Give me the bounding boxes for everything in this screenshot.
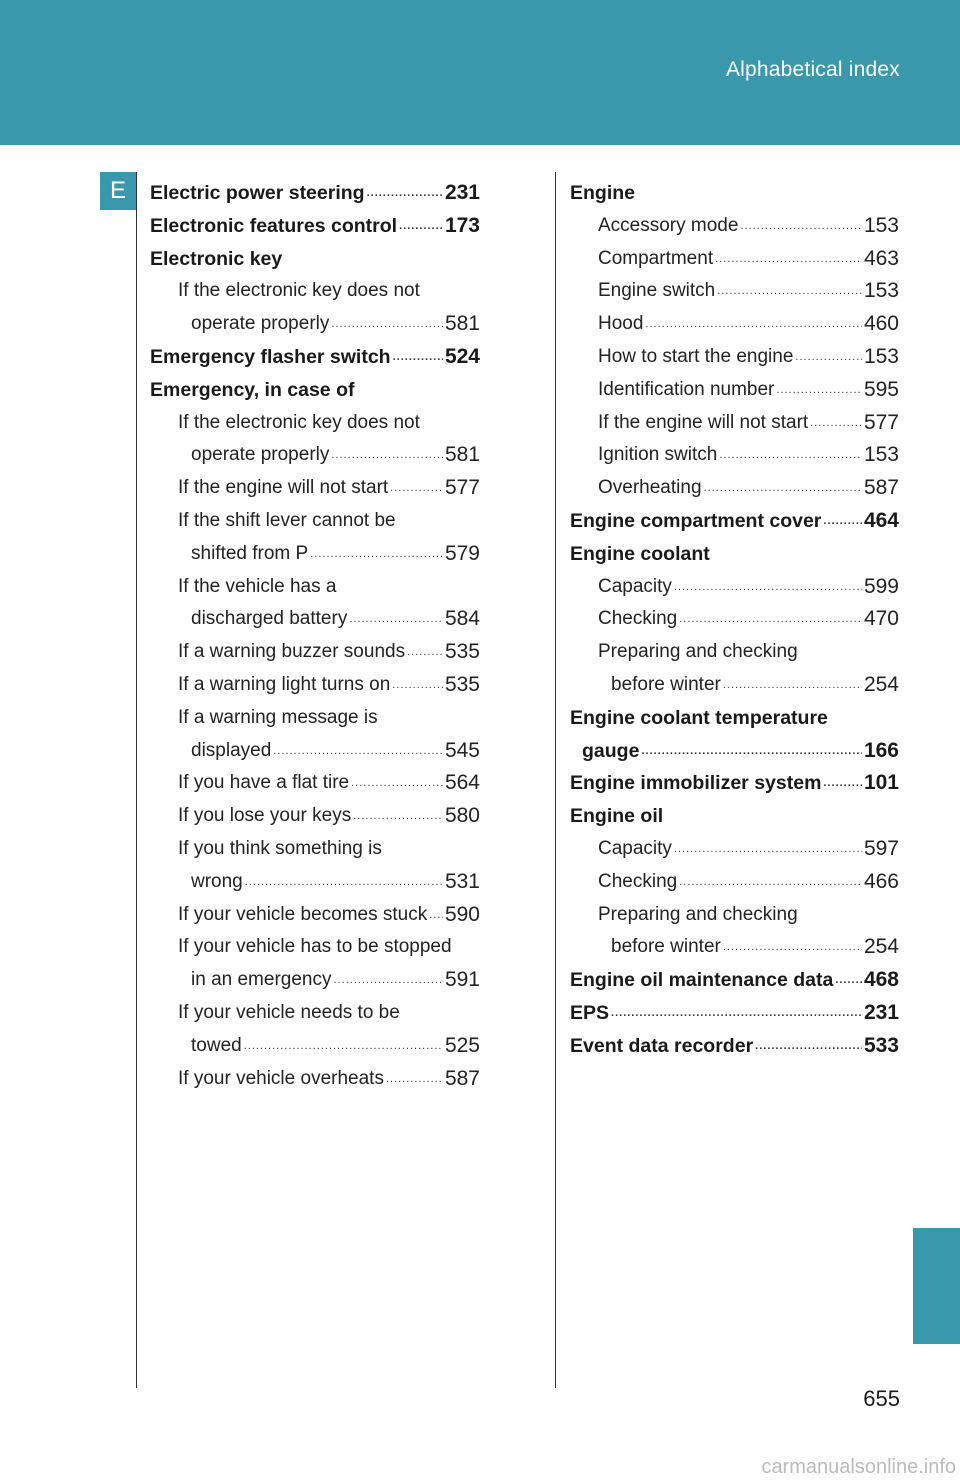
- index-entry: [570, 866, 899, 899]
- running-header-title: Alphabetical index: [725, 58, 900, 81]
- index-entry-term: discharged battery: [191, 608, 348, 630]
- dot-leader: [333, 964, 442, 997]
- index-entry-term: If a warning message is: [178, 706, 378, 728]
- dot-leader: [244, 1030, 443, 1063]
- index-entry-page: 254: [863, 935, 899, 959]
- index-entry-term: If the electronic key does not: [178, 280, 420, 302]
- index-entry: [570, 341, 899, 374]
- index-entry-page: 460: [863, 312, 899, 336]
- index-entry: [150, 899, 480, 932]
- index-entry: [150, 800, 480, 833]
- index-entry: [150, 472, 480, 505]
- dot-leader: [717, 275, 862, 308]
- dot-leader: [611, 997, 862, 1030]
- index-entry: [150, 931, 480, 964]
- header-band: [0, 0, 960, 145]
- index-entry: [150, 767, 480, 800]
- dot-leader: [719, 439, 862, 472]
- index-entry: [570, 1030, 899, 1063]
- left-column-rule: [136, 172, 137, 1388]
- dot-leader: [674, 833, 862, 866]
- index-entry-page: 531: [444, 869, 480, 893]
- index-entry-term: Ignition switch: [598, 444, 718, 466]
- index-entry-page: 587: [863, 476, 899, 500]
- index-entry: [570, 800, 899, 833]
- dot-leader: [407, 636, 443, 669]
- index-entry-page: 579: [444, 541, 480, 565]
- index-entry: [570, 308, 899, 341]
- index-entry: [570, 636, 899, 669]
- dot-leader: [393, 341, 443, 374]
- index-entry-term: Emergency, in case of: [150, 378, 355, 401]
- index-entry: [570, 571, 899, 604]
- index-entry-term: Engine coolant temperature: [570, 706, 828, 729]
- index-entry-page: 580: [444, 804, 480, 828]
- index-entry-term: operate properly: [191, 444, 330, 466]
- index-entry: [150, 866, 480, 899]
- index-entry-term: Engine: [570, 182, 636, 204]
- side-thumb-tab: [913, 1228, 960, 1344]
- index-entry-page: 153: [863, 443, 899, 467]
- index-entry-term: towed: [191, 1034, 242, 1056]
- index-entry-page: 577: [444, 476, 480, 500]
- index-entry: [150, 439, 480, 472]
- index-entry-page: 597: [863, 836, 899, 860]
- dot-leader: [823, 767, 862, 800]
- dot-leader: [390, 472, 443, 505]
- index-entry-page: 587: [444, 1066, 480, 1090]
- index-entry: [570, 767, 899, 800]
- index-entry-page: 524: [444, 344, 480, 368]
- dot-leader: [331, 439, 443, 472]
- index-entry: [150, 997, 480, 1030]
- index-entry-term: Capacity: [598, 837, 672, 859]
- index-entry-term: Capacity: [598, 575, 672, 597]
- dot-leader: [723, 931, 862, 964]
- index-entry-page: 535: [444, 640, 480, 664]
- dot-leader: [331, 308, 443, 341]
- index-entry-term: Engine oil maintenance data: [570, 969, 834, 992]
- index-entry-page: 463: [863, 246, 899, 270]
- index-entry-page: 525: [444, 1033, 480, 1057]
- index-entry: [150, 1063, 480, 1096]
- index-entry-page: 231: [444, 181, 480, 204]
- dot-leader: [353, 800, 443, 833]
- dot-leader: [641, 735, 862, 768]
- index-entry: [150, 1030, 480, 1063]
- index-entry-term: If the shift lever cannot be: [178, 509, 396, 531]
- index-entry: [150, 308, 480, 341]
- index-entry-term: Compartment: [598, 247, 714, 269]
- index-entry-term: Electric power steering: [150, 182, 365, 204]
- index-entry-page: 101: [863, 771, 899, 795]
- index-entry-term: How to start the engine: [598, 345, 794, 367]
- index-entry-term: Electronic features control: [150, 214, 398, 237]
- index-entry-page: 254: [863, 672, 899, 696]
- index-entry-term: Checking: [598, 870, 678, 892]
- index-entry-page: 153: [863, 279, 899, 303]
- index-entry-page: 466: [863, 869, 899, 893]
- index-entry: [150, 210, 480, 243]
- index-entry: [150, 341, 480, 374]
- index-entry: [570, 407, 899, 440]
- dot-leader: [367, 177, 443, 210]
- index-entry-term: If you lose your keys: [178, 805, 352, 827]
- index-entry-page: 153: [863, 344, 899, 368]
- index-entry-term: If your vehicle becomes stuck: [178, 903, 428, 925]
- dot-leader: [351, 767, 443, 800]
- index-entry: [570, 669, 899, 702]
- index-column-right: [570, 177, 899, 1063]
- dot-leader: [310, 538, 443, 571]
- dot-leader: [715, 243, 862, 276]
- index-entry: [150, 407, 480, 440]
- index-entry: [150, 177, 480, 210]
- index-entry-page: 153: [863, 213, 899, 237]
- index-entry: [150, 603, 480, 636]
- index-entry-term: Emergency flasher switch: [150, 345, 391, 368]
- index-entry-term: If a warning buzzer sounds: [178, 641, 406, 663]
- index-entry-term: Identification number: [598, 378, 775, 400]
- index-entry-term: before winter: [611, 936, 721, 958]
- index-entry: [150, 669, 480, 702]
- index-entry-term: Engine immobilizer system: [570, 772, 822, 795]
- index-entry-page: 535: [444, 672, 480, 696]
- index-entry: [570, 505, 899, 538]
- dot-leader: [349, 603, 443, 636]
- index-entry-term: Engine coolant: [570, 542, 710, 565]
- index-entry: [570, 735, 899, 768]
- section-letter-tab: E: [100, 172, 136, 210]
- index-entry-page: 533: [863, 1033, 899, 1057]
- dot-leader: [392, 669, 443, 702]
- index-entry-term: Preparing and checking: [598, 903, 798, 925]
- index-entry-page: 468: [863, 968, 899, 992]
- column-divider: [555, 172, 556, 1388]
- index-entry-term: If your vehicle needs to be: [178, 1001, 400, 1023]
- index-entry-term: If you think something is: [178, 837, 382, 859]
- index-entry: [570, 899, 899, 932]
- index-entry-page: 166: [863, 738, 899, 762]
- index-entry: [150, 243, 480, 276]
- index-entry-term: If your vehicle has to be stopped: [178, 936, 452, 958]
- index-entry-page: 564: [444, 771, 480, 795]
- index-entry-term: Engine oil: [570, 805, 664, 828]
- dot-leader: [755, 1030, 862, 1063]
- dot-leader: [704, 472, 862, 505]
- dot-leader: [429, 899, 443, 932]
- index-entry: [570, 833, 899, 866]
- index-entry-term: EPS: [570, 1001, 610, 1024]
- index-entry: [570, 997, 899, 1030]
- index-entry-term: If your vehicle overheats: [178, 1067, 384, 1089]
- index-entry: [570, 439, 899, 472]
- index-entry-page: 545: [444, 738, 480, 762]
- index-entry-term: Event data recorder: [570, 1034, 754, 1057]
- index-entry-term: If the electronic key does not: [178, 411, 420, 433]
- index-entry-term: Electronic key: [150, 247, 283, 270]
- dot-leader: [386, 1063, 443, 1096]
- index-entry-page: 577: [863, 410, 899, 434]
- footer-watermark: carmanualsonline.info: [761, 1456, 956, 1478]
- dot-leader: [810, 407, 862, 440]
- dot-leader: [795, 341, 862, 374]
- index-entry: [570, 538, 899, 571]
- index-entry-term: Accessory mode: [598, 214, 739, 236]
- index-entry-page: 581: [444, 443, 480, 467]
- index-entry-term: If a warning light turns on: [178, 673, 391, 695]
- index-column-left: [150, 177, 480, 1095]
- index-entry-term: Preparing and checking: [598, 641, 798, 663]
- dot-leader: [399, 210, 443, 243]
- index-entry-page: 581: [444, 312, 480, 336]
- dot-leader: [273, 735, 443, 768]
- index-entry-page: 464: [863, 508, 899, 532]
- index-entry-page: 599: [863, 574, 899, 598]
- index-entry-page: 470: [863, 607, 899, 631]
- dot-leader: [245, 866, 443, 899]
- index-entry: [570, 964, 899, 997]
- index-entry: [570, 177, 899, 210]
- index-entry-term: gauge: [582, 739, 640, 762]
- index-entry-page: 590: [444, 902, 480, 926]
- index-entry-term: displayed: [191, 739, 272, 761]
- index-entry-page: 591: [444, 968, 480, 992]
- index-entry-term: If the vehicle has a: [178, 575, 337, 597]
- index-entry-page: 584: [444, 607, 480, 631]
- index-entry-term: If the engine will not start: [178, 477, 389, 499]
- index-entry: [150, 374, 480, 407]
- dot-leader: [776, 374, 862, 407]
- index-entry: [150, 833, 480, 866]
- index-entry-term: If you have a flat tire: [178, 772, 350, 794]
- dot-leader: [645, 308, 862, 341]
- index-entry-term: If the engine will not start: [598, 411, 809, 433]
- dot-leader: [740, 210, 862, 243]
- index-entry-term: before winter: [611, 673, 721, 695]
- index-entry: [570, 931, 899, 964]
- index-entry-term: Engine switch: [598, 280, 716, 302]
- index-entry-term: Overheating: [598, 477, 702, 499]
- index-entry: [570, 210, 899, 243]
- index-entry-term: Hood: [598, 313, 644, 335]
- index-entry: [150, 636, 480, 669]
- index-entry-term: in an emergency: [191, 969, 332, 991]
- dot-leader: [723, 669, 862, 702]
- page-number: 655: [863, 1386, 900, 1411]
- index-entry: [570, 702, 899, 735]
- index-entry: [150, 964, 480, 997]
- index-entry: [570, 243, 899, 276]
- dot-leader: [823, 505, 862, 538]
- index-entry-term: Checking: [598, 608, 678, 630]
- index-entry: [570, 472, 899, 505]
- index-entry: [570, 374, 899, 407]
- dot-leader: [679, 603, 862, 636]
- index-entry-term: shifted from P: [191, 542, 309, 564]
- index-entry: [570, 603, 899, 636]
- index-entry-page: 173: [444, 213, 480, 237]
- dot-leader: [679, 866, 862, 899]
- index-entry: [150, 735, 480, 768]
- index-entry: [570, 275, 899, 308]
- dot-leader: [674, 571, 862, 604]
- dot-leader: [835, 964, 862, 997]
- index-entry-page: 231: [863, 1000, 899, 1024]
- index-entry-term: Engine compartment cover: [570, 509, 822, 532]
- index-entry: [150, 505, 480, 538]
- index-entry: [150, 538, 480, 571]
- index-entry-term: wrong: [191, 870, 243, 892]
- index-entry: [150, 702, 480, 735]
- index-entry-page: 595: [863, 377, 899, 401]
- index-entry-term: operate properly: [191, 313, 330, 335]
- index-entry: [150, 571, 480, 604]
- index-entry: [150, 275, 480, 308]
